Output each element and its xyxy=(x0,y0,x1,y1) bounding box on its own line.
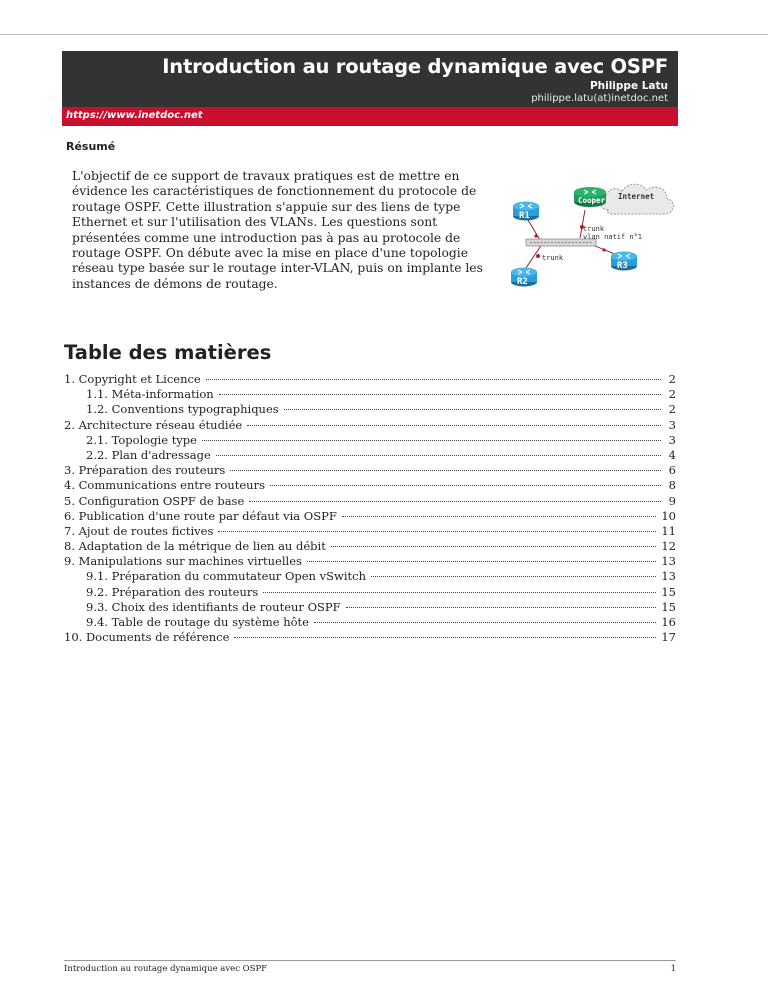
toc-entry-label[interactable]: 1.2. Conventions typographiques xyxy=(86,402,279,417)
toc-entry-label[interactable]: 2.2. Plan d'adressage xyxy=(86,447,211,462)
toc-dot-leader xyxy=(371,576,656,577)
toc-entry-label[interactable]: 2.1. Topologie type xyxy=(86,432,197,447)
toc-entry-page[interactable]: 2 xyxy=(668,402,676,417)
author-name: Philippe Latu xyxy=(589,80,668,92)
toc-entry[interactable] xyxy=(64,600,676,615)
toc-entry[interactable] xyxy=(64,524,676,539)
top-rule xyxy=(0,34,768,35)
toc-dot-leader xyxy=(206,379,661,380)
toc-entry[interactable] xyxy=(64,585,676,600)
router-r3-label: R3 xyxy=(617,261,628,271)
toc-entry[interactable] xyxy=(64,554,676,569)
footer-title: Introduction au routage dynamique avec OSPF xyxy=(64,964,268,974)
url-band xyxy=(62,107,678,126)
link-label-trunk-bottom: trunk xyxy=(542,254,564,262)
toc-dot-leader xyxy=(218,531,656,532)
toc-heading: Table des matières xyxy=(64,341,272,364)
toc-entry-label[interactable]: 9.3. Choix des identifiants de routeur OSPF xyxy=(86,599,341,614)
toc-entry-page[interactable]: 15 xyxy=(661,599,676,614)
toc-dot-leader xyxy=(219,394,661,395)
toc-entry[interactable] xyxy=(64,433,676,448)
router-r1-label: R1 xyxy=(519,211,530,221)
toc-entry[interactable] xyxy=(64,539,676,554)
gateway-label: Cooper xyxy=(578,196,606,205)
toc-dot-leader xyxy=(342,516,657,517)
toc-entry[interactable] xyxy=(64,630,676,645)
toc-dot-leader xyxy=(202,440,661,441)
abstract-heading: Résumé xyxy=(66,140,116,153)
link-label-vlan-native: vlan natif n°1 xyxy=(583,233,643,241)
toc-dot-leader xyxy=(247,425,661,426)
toc-entry-page[interactable]: 3 xyxy=(668,432,676,447)
table-of-contents xyxy=(64,372,676,645)
internet-label: Internet xyxy=(618,192,655,201)
toc-entry[interactable] xyxy=(64,478,676,493)
router-r2-label: R2 xyxy=(517,277,528,287)
abstract-text: L'objectif de ce support de travaux pratiques est de mettre en évidence les caractéristiques de fonctionnement du protocole de routage OSPF. Cette illustration s'appuie sur des liens de type Ethernet et sur l'utilisation des VLANs. Les questions sont présentées comme une introduction pas à pas au protocole de routage OSPF. On débute avec la mise en place d'une topologie réseau type basée sur le routage inter-VLAN, puis on implante les instances de démons de routage. xyxy=(72,169,483,291)
toc-entry-label[interactable]: 9.1. Préparation du commutateur Open vSwitch xyxy=(86,569,366,584)
toc-entry-page[interactable]: 17 xyxy=(661,630,676,645)
toc-entry-page[interactable]: 9 xyxy=(668,493,676,508)
toc-entry-label[interactable]: 5. Configuration OSPF de base xyxy=(64,493,245,508)
toc-dot-leader xyxy=(216,455,661,456)
toc-entry[interactable] xyxy=(64,569,676,584)
toc-entry-label[interactable]: 7. Ajout de routes fictives xyxy=(64,523,214,538)
toc-dot-leader xyxy=(234,637,656,638)
toc-entry-label[interactable]: 1. Copyright et Licence xyxy=(64,372,201,386)
footer-page-number: 1 xyxy=(670,964,676,974)
toc-entry[interactable] xyxy=(64,448,676,463)
toc-dot-leader xyxy=(284,409,661,410)
toc-dot-leader xyxy=(307,561,656,562)
toc-entry-page[interactable]: 13 xyxy=(661,569,676,584)
toc-entry-label[interactable]: 9.4. Table de routage du système hôte xyxy=(86,615,309,629)
toc-entry-page[interactable]: 16 xyxy=(661,615,676,629)
toc-entry[interactable] xyxy=(64,387,676,402)
toc-dot-leader xyxy=(249,501,661,502)
toc-entry-page[interactable]: 12 xyxy=(661,539,676,554)
toc-entry-page[interactable]: 11 xyxy=(661,523,676,538)
title-band xyxy=(62,51,678,107)
toc-entry-page[interactable]: 8 xyxy=(668,478,676,493)
toc-entry-page[interactable]: 13 xyxy=(661,554,676,569)
toc-entry[interactable] xyxy=(64,402,676,417)
toc-dot-leader xyxy=(314,622,656,623)
toc-entry-page[interactable]: 3 xyxy=(668,417,676,432)
toc-dot-leader xyxy=(263,592,656,593)
toc-entry[interactable] xyxy=(64,494,676,509)
toc-entry[interactable] xyxy=(64,372,676,387)
toc-entry-label[interactable]: 10. Documents de référence xyxy=(64,630,230,645)
toc-dot-leader xyxy=(346,607,657,608)
toc-entry-page[interactable]: 2 xyxy=(668,387,676,402)
toc-entry-page[interactable]: 2 xyxy=(668,372,676,386)
toc-entry-label[interactable]: 6. Publication d'une route par défaut via OSPF xyxy=(64,508,337,523)
toc-entry[interactable] xyxy=(64,615,676,630)
toc-entry-label[interactable]: 8. Adaptation de la métrique de lien au débit xyxy=(64,539,326,554)
toc-entry[interactable] xyxy=(64,418,676,433)
toc-entry-page[interactable]: 4 xyxy=(668,447,676,462)
toc-entry-page[interactable]: 6 xyxy=(668,463,676,478)
toc-dot-leader xyxy=(270,485,661,486)
author-email: philippe.latu(at)inetdoc.net xyxy=(531,93,668,104)
toc-entry-label[interactable]: 4. Communications entre routeurs xyxy=(64,478,265,493)
toc-entry-label[interactable]: 9.2. Préparation des routeurs xyxy=(86,584,259,599)
footer-rule xyxy=(64,960,676,961)
network-topology-diagram xyxy=(500,172,680,292)
toc-entry[interactable] xyxy=(64,509,676,524)
toc-entry-page[interactable]: 15 xyxy=(661,584,676,599)
toc-entry-label[interactable]: 9. Manipulations sur machines virtuelles xyxy=(64,554,302,569)
document-title: Introduction au routage dynamique avec OSPF xyxy=(162,55,668,78)
toc-dot-leader xyxy=(331,546,657,547)
toc-dot-leader xyxy=(230,470,661,471)
toc-entry-label[interactable]: 2. Architecture réseau étudiée xyxy=(64,417,243,432)
toc-entry[interactable] xyxy=(64,463,676,478)
link-label-trunk-top: trunk xyxy=(583,225,605,233)
toc-entry-page[interactable]: 10 xyxy=(661,508,676,523)
toc-entry-label[interactable]: 3. Préparation des routeurs xyxy=(64,463,226,478)
toc-entry-label[interactable]: 1.1. Méta-information xyxy=(86,387,214,402)
site-url-link[interactable]: https://www.inetdoc.net xyxy=(66,110,203,121)
